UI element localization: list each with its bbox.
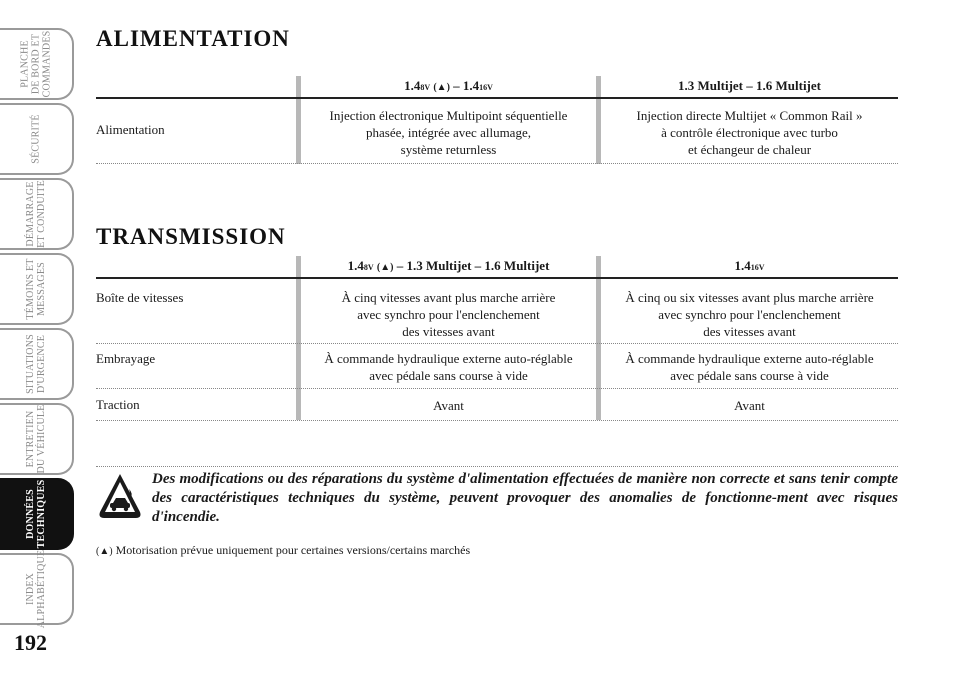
row-label-alimentation: Alimentation: [96, 122, 165, 137]
cell-boite-col1: À cinq vitesses avant plus marche arrière avec synchro pour l'enclenchement des vitesses avant: [341, 290, 556, 339]
fire-warning-icon: [98, 472, 142, 522]
chapter-tabs: [0, 0, 80, 677]
row-rule: [96, 343, 898, 344]
tab-securite[interactable]: SÉCURITÉ: [0, 103, 74, 175]
section-title-transmission: TRANSMISSION: [96, 224, 286, 249]
cell-embrayage-col1: À commande hydraulique externe auto-réglable avec pédale sans course à vide: [324, 351, 573, 383]
footnote: (▲) Motorisation prévue uniquement pour certaines versions/certains marchés: [96, 543, 471, 557]
row-rule: [96, 388, 898, 389]
cell-boite-col2: À cinq ou six vitesses avant plus marche arrière avec synchro pour l'enclenchement des vitesses avant: [625, 290, 874, 339]
tab-situations[interactable]: SITUATIONS D'URGENCE: [0, 328, 74, 400]
column-header-14-16v: 1.416V: [734, 258, 765, 273]
transmission-table: [96, 256, 898, 422]
tab-temoins[interactable]: TÉMOINS ET MESSAGES: [0, 253, 74, 325]
alimentation-table: [96, 76, 898, 166]
header-rule: [96, 97, 898, 99]
cell-embrayage-col2: À commande hydraulique externe auto-réglable avec pédale sans course à vide: [625, 351, 874, 383]
tab-demarrage[interactable]: DÉMARRAGE ET CONDUITE: [0, 178, 74, 250]
column-header-diesel: 1.3 Multijet – 1.6 Multijet: [678, 78, 821, 93]
warning-rule: [96, 466, 898, 467]
tab-entretien[interactable]: ENTRETIEN DU VÉHICULE: [0, 403, 74, 475]
row-rule: [96, 163, 898, 164]
tab-index[interactable]: INDEX ALPHABÉTIQUE: [0, 553, 74, 625]
cell-traction-col1: Avant: [433, 398, 464, 413]
cell-traction-col2: Avant: [734, 398, 765, 413]
page-number: 192: [14, 630, 47, 655]
row-label-boite: Boîte de vitesses: [96, 290, 184, 305]
row-rule: [96, 420, 898, 421]
tab-donnees-techniques[interactable]: DONNÉES TECHNIQUES: [0, 478, 74, 550]
header-rule: [96, 277, 898, 279]
column-header-essence: 1.48V (▲) – 1.416V: [404, 78, 493, 93]
cell-alimentation-diesel: Injection directe Multijet « Common Rail » à contrôle électronique avec turbo et échangeur de chaleur: [636, 108, 863, 157]
cell-alimentation-essence: Injection électronique Multipoint séquentielle phasée, intégrée avec allumage, système returnless: [329, 108, 568, 157]
section-title-alimentation: ALIMENTATION: [96, 26, 290, 51]
tab-planche-de-bord[interactable]: PLANCHE DE BORD ET COMMANDES: [0, 28, 74, 100]
warning-text: Des modifications ou des réparations du système d'alimentation effectuées de manière non correcte et sans tenir compte des caractéristiques techniques du système, peuvent provoquer des anomalies de fonctionne-ment avec risques d'incendie.: [152, 471, 898, 525]
row-label-traction: Traction: [96, 397, 140, 412]
column-header-moteurs: 1.48V (▲) – 1.3 Multijet – 1.6 Multijet: [347, 258, 550, 273]
row-label-embrayage: Embrayage: [96, 351, 156, 366]
